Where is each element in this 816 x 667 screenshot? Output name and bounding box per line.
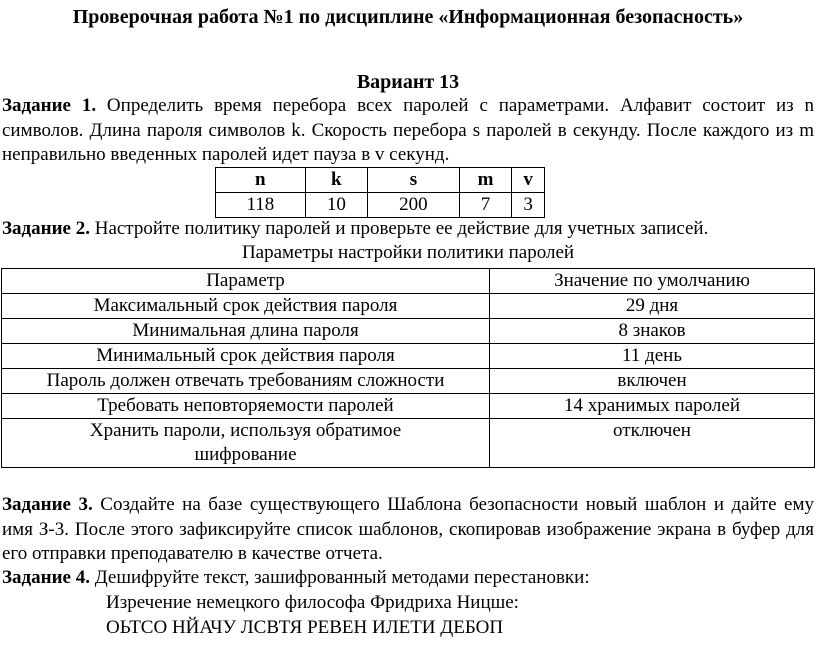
task4-text: Дешифруйте текст, зашифрованный методами перестановки: — [89, 567, 590, 588]
value-cell: 11 день — [490, 344, 815, 369]
value-m: 7 — [459, 193, 511, 218]
value-cell: включен — [490, 369, 815, 394]
value-cell: 8 знаков — [490, 319, 815, 344]
task4-paragraph — [2, 567, 590, 589]
variant-heading: Вариант 13 — [356, 71, 460, 93]
table-caption: Параметры настройки политики паролей — [241, 242, 575, 263]
header-v: v — [512, 168, 545, 193]
table-row — [2, 319, 815, 344]
task4-label: Задание 4. — [2, 567, 90, 588]
value-s: 200 — [367, 193, 459, 218]
table-row — [2, 419, 815, 468]
value-n: 118 — [216, 193, 306, 218]
header-k: k — [305, 168, 367, 193]
table-header-row — [216, 168, 545, 193]
header-parameter: Параметр — [2, 269, 490, 294]
table-row — [2, 294, 815, 319]
quote-intro: Изречение немецкого философа Фридриха Ницше: — [106, 592, 519, 613]
parameter-cell: Пароль должен отвечать требованиям сложности — [2, 369, 490, 394]
parameter-cell: Требовать неповторяемости паролей — [2, 394, 490, 419]
task1-label: Задание 1. — [2, 95, 97, 116]
table-row — [2, 344, 815, 369]
parameter-cell: Минимальный срок действия пароля — [2, 344, 490, 369]
value-k: 10 — [305, 193, 367, 218]
task1-text: Определить время перебора всех паролей с параметрами. Алфавит состоит из n символов. Длина пароля символов k. Скорость перебора s паролей в секунду. После каждого из m неправильно введенных паролей идет пауза в v секунд. — [2, 95, 814, 165]
parameter-cell: Минимальная длина пароля — [2, 319, 490, 344]
header-s: s — [367, 168, 459, 193]
task1-parameters-table — [215, 167, 545, 218]
table-header-row — [2, 269, 815, 294]
password-policy-table — [1, 268, 815, 468]
task3-label: Задание 3. — [2, 494, 93, 515]
value-cell: 14 хранимых паролей — [490, 394, 815, 419]
header-n: n — [216, 168, 306, 193]
value-cell: отключен — [490, 419, 815, 468]
task3-text: Создайте на базе существующего Шаблона безопасности новый шаблон и дайте ему имя З-3. После этого зафиксируйте список шаблонов, скопировав изображение экрана в буфер для его отправки преподавателю в качестве отчета. — [2, 494, 815, 564]
value-cell: 29 дня — [490, 294, 815, 319]
task1-paragraph — [2, 94, 814, 168]
table-row — [2, 369, 815, 394]
cipher-text: ОЬТСО НЙАЧУ ЛСВТЯ РЕВЕН ИЛЕТИ ДЕБОП — [106, 617, 504, 638]
task2-label: Задание 2. — [2, 218, 90, 239]
page-title: Проверочная работа №1 по дисциплине «Информационная безопасность» — [72, 6, 744, 28]
header-default-value: Значение по умолчанию — [490, 269, 815, 294]
table-row — [216, 193, 545, 218]
task2-paragraph — [2, 218, 708, 240]
header-m: m — [459, 168, 511, 193]
table-row — [2, 394, 815, 419]
task2-text: Настройте политику паролей и проверьте ее действие для учетных записей. — [89, 218, 709, 239]
parameter-cell: Максимальный срок действия пароля — [2, 294, 490, 319]
task3-paragraph — [2, 493, 814, 567]
parameter-cell: Хранить пароли, используя обратимое шифрование — [2, 419, 490, 468]
value-v: 3 — [512, 193, 545, 218]
